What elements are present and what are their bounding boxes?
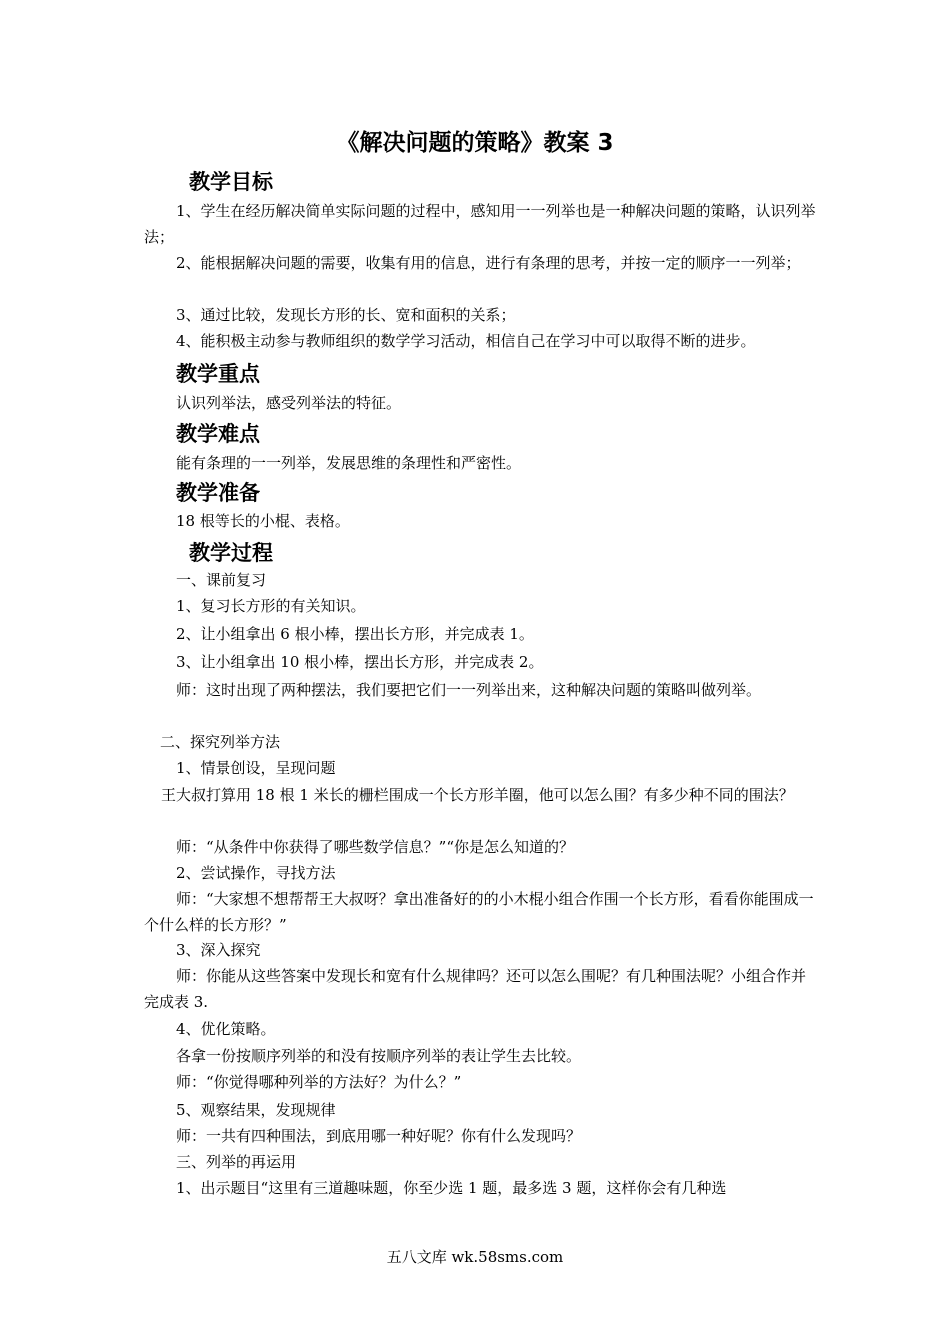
process-part-2: 二、探究列举方法 bbox=[160, 733, 281, 751]
process-step: 师：“你觉得哪种列举的方法好？为什么？” bbox=[176, 1073, 462, 1091]
page-footer: 五八文库 wk.58sms.com bbox=[386, 1248, 564, 1266]
process-step: 师：一共有四种围法，到底用哪一种好呢？你有什么发现吗？ bbox=[176, 1127, 582, 1145]
goal-item-1: 1、学生在经历解决简单实际问题的过程中，感知用一一列举也是一种解决问题的策略，认识列举法； bbox=[144, 202, 816, 246]
heading-preparation: 教学准备 bbox=[176, 481, 260, 505]
process-part-3: 三、列举的再运用 bbox=[176, 1153, 297, 1171]
goal-item-4: 4、能积极主动参与教师组织的数学学习活动，相信自己在学习中可以取得不断的进步。 bbox=[176, 332, 756, 350]
process-step: 2、尝试操作，寻找方法 bbox=[176, 864, 336, 882]
heading-goals: 教学目标 bbox=[189, 170, 273, 194]
process-part-1: 一、课前复习 bbox=[176, 571, 267, 589]
process-paragraph: 王大叔打算用 18 根 1 米长的栅栏围成一个长方形羊圈，他可以怎么围？有多少种不同的围法？ bbox=[161, 786, 794, 804]
process-step: 3、让小组拿出 10 根小棒，摆出长方形，并完成表 2。 bbox=[176, 653, 544, 671]
process-step: 1、复习长方形的有关知识。 bbox=[176, 597, 366, 615]
document-title: 《解决问题的策略》教案 3 bbox=[336, 130, 614, 156]
process-step: 4、优化策略。 bbox=[176, 1020, 276, 1038]
heading-difficulties: 教学难点 bbox=[176, 422, 260, 446]
difficulties-text: 能有条理的一一列举，发展思维的条理性和严密性。 bbox=[176, 454, 522, 472]
key-points-text: 认识列举法，感受列举法的特征。 bbox=[176, 394, 402, 412]
process-step: 5、观察结果，发现规律 bbox=[176, 1101, 336, 1119]
preparation-text: 18 根等长的小棍、表格。 bbox=[176, 512, 350, 530]
process-step: 2、让小组拿出 6 根小棒，摆出长方形，并完成表 1。 bbox=[176, 625, 534, 643]
process-paragraph: 师：这时出现了两种摆法，我们要把它们一一列举出来，这种解决问题的策略叫做列举。 bbox=[176, 681, 762, 699]
process-step: 3、深入探究 bbox=[176, 941, 261, 959]
process-step: 师：“从条件中你获得了哪些数学信息？”“你是怎么知道的？ bbox=[176, 838, 575, 856]
process-step: 1、情景创设，呈现问题 bbox=[176, 759, 336, 777]
heading-process: 教学过程 bbox=[189, 541, 273, 565]
process-step: 1、出示题目“这里有三道趣味题，你至少选 1 题，最多选 3 题，这样你会有几种选 bbox=[176, 1179, 727, 1197]
heading-key-points: 教学重点 bbox=[176, 362, 260, 386]
process-paragraph: 师：你能从这些答案中发现长和宽有什么规律吗？还可以怎么围呢？有几种围法呢？小组合作并完成表 3. bbox=[144, 967, 807, 1011]
goal-item-3: 3、通过比较，发现长方形的长、宽和面积的关系； bbox=[176, 306, 516, 324]
process-paragraph: 师：“大家想不想帮帮王大叔呀？拿出准备好的的小木棍小组合作围一个长方形，看看你能围成一个什么样的长方形？” bbox=[144, 890, 814, 934]
process-step: 各拿一份按顺序列举的和没有按顺序列举的表让学生去比较。 bbox=[176, 1047, 582, 1065]
goal-item-2: 2、能根据解决问题的需要，收集有用的信息，进行有条理的思考，并按一定的顺序一一列举； bbox=[176, 254, 801, 272]
